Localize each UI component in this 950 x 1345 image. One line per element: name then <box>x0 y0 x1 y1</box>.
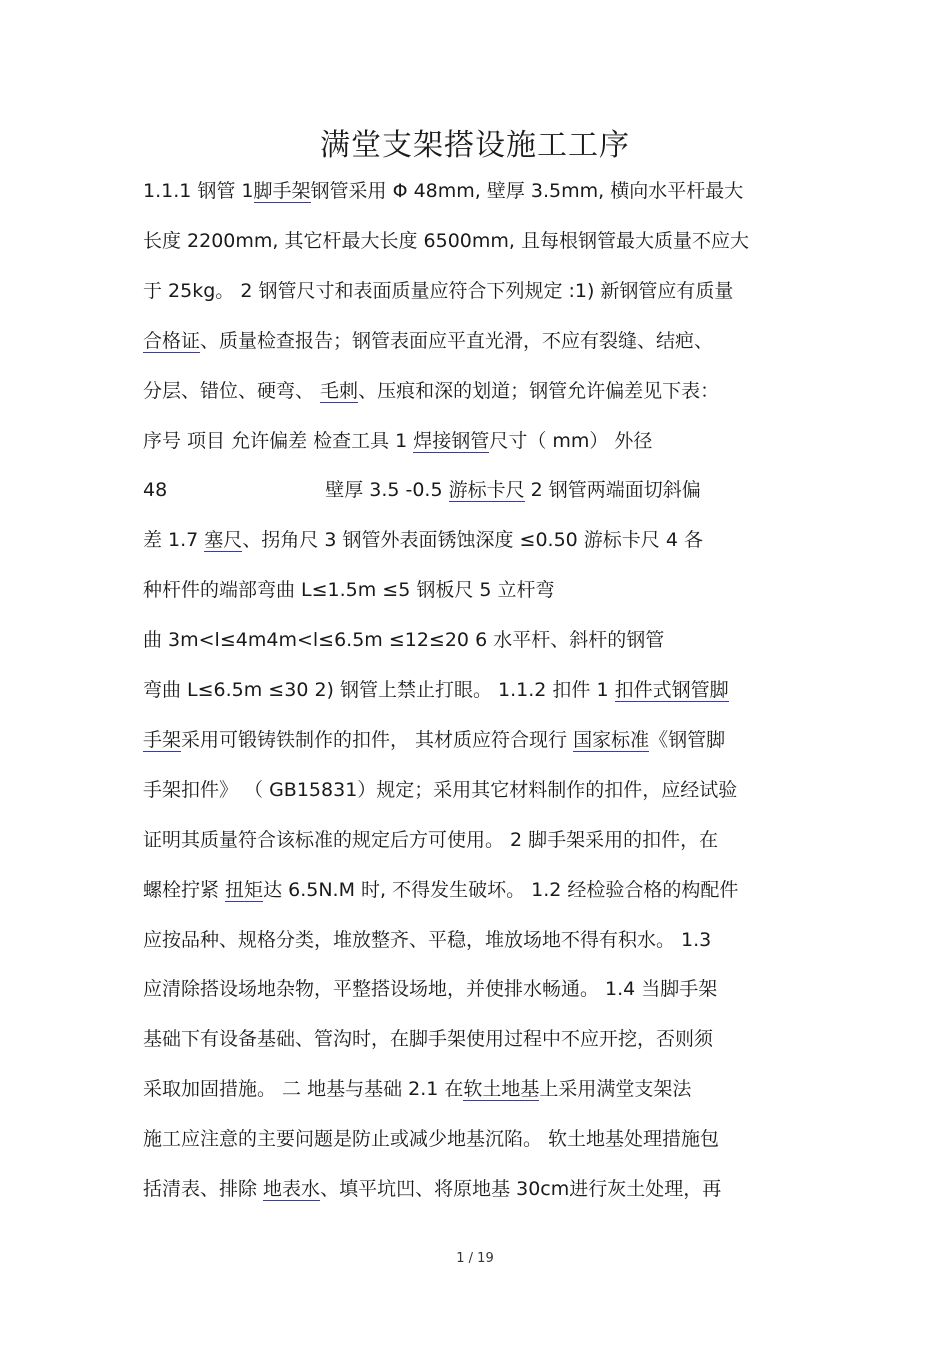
text-run: 2 钢管两端面切斜偏 <box>524 479 701 501</box>
keyword-link[interactable]: 手架 <box>143 729 182 751</box>
text-line <box>143 178 743 204</box>
text-line <box>143 927 711 953</box>
text-line <box>143 777 737 803</box>
text-line <box>143 976 717 1002</box>
text-line <box>143 1176 721 1202</box>
keyword-link[interactable]: 合格证 <box>143 330 201 352</box>
keyword-link[interactable]: 软土地基 <box>463 1078 540 1100</box>
text-run: 采取加固措施。 二 地基与基础 2.1 在 <box>143 1078 464 1100</box>
text-run: 长度 2200mm, 其它杆最大长度 6500mm, 且每根钢管最大质量不应大 <box>143 230 749 252</box>
text-run: 种杆件的端部弯曲 L≤1.5m ≤5 钢板尺 5 立杆弯 <box>143 579 555 601</box>
text-line <box>143 677 729 703</box>
text-run: 上采用满堂支架法 <box>539 1078 692 1100</box>
keyword-link[interactable]: 塞尺 <box>204 529 243 551</box>
page-indicator: 1 / 19 <box>456 1251 494 1266</box>
text-run: 达 6.5N.M 时, 不得发生破坏。 1.2 经检验合格的构配件 <box>263 879 739 901</box>
text-run: 、填平坑凹、将原地基 30cm进行灰土处理，再 <box>320 1178 722 1200</box>
text-run: 曲 3m<l≤4m4m<l≤6.5m ≤12≤20 6 水平杆、斜杆的钢管 <box>143 629 665 651</box>
text-line <box>143 527 703 553</box>
text-line <box>143 1026 713 1052</box>
text-run: 分层、错位、硬弯、 <box>143 380 321 402</box>
keyword-link[interactable]: 脚手架 <box>253 180 311 202</box>
text-run: 尺寸（ mm） 外径 <box>489 430 653 452</box>
text-run: 《钢管脚 <box>649 729 726 751</box>
text-run: 、拐角尺 3 钢管外表面锈蚀深度 ≤0.50 游标卡尺 4 各 <box>242 529 703 551</box>
text-run: 证明其质量符合该标准的规定后方可使用。 2 脚手架采用的扣件，在 <box>143 829 719 851</box>
text-run: 应清除搭设场地杂物，平整搭设场地，并使排水畅通。 1.4 当脚手架 <box>143 978 718 1000</box>
text-line <box>143 577 555 603</box>
keyword-link[interactable]: 地表水 <box>263 1178 321 1200</box>
text-line <box>143 727 725 753</box>
keyword-link[interactable]: 扣件式钢管脚 <box>614 679 729 701</box>
text-line <box>143 428 652 454</box>
text-run: 采用可锻铸铁制作的扣件， 其材质应符合现行 <box>181 729 574 751</box>
text-run: 48 <box>143 479 168 501</box>
text-line <box>143 877 738 903</box>
text-line <box>143 477 701 503</box>
text-line <box>143 827 718 853</box>
text-run: 手架扣件》 （ GB15831）规定；采用其它材料制作的扣件，应经试验 <box>143 779 738 801</box>
text-line <box>143 1076 691 1102</box>
keyword-link[interactable]: 国家标准 <box>573 729 650 751</box>
text-line <box>143 1126 719 1152</box>
text-line <box>143 228 749 254</box>
keyword-link[interactable]: 毛刺 <box>320 380 359 402</box>
text-run: 、质量检查报告；钢管表面应平直光滑，不应有裂缝、结疤、 <box>200 330 714 352</box>
text-run: 1.1.1 钢管 1 <box>143 180 254 202</box>
text-run: 序号 项目 允许偏差 检查工具 1 <box>143 430 414 452</box>
text-run: 、压痕和深的划道；钢管允许偏差见下表： <box>358 380 720 402</box>
text-run: 施工应注意的主要问题是防止或减少地基沉陷。 软土地基处理措施包 <box>143 1128 720 1150</box>
text-run: 弯曲 L≤6.5m ≤30 2) 钢管上禁止打眼。 1.1.2 扣件 1 <box>143 679 615 701</box>
keyword-link[interactable]: 游标卡尺 <box>448 479 525 501</box>
keyword-link[interactable]: 焊接钢管 <box>413 430 490 452</box>
text-line <box>143 278 733 304</box>
text-run: 螺栓拧紧 <box>143 879 226 901</box>
text-run: 壁厚 3.5 -0.5 <box>325 479 449 501</box>
text-run: 钢管采用 Φ 48mm, 壁厚 3.5mm, 横向水平杆最大 <box>310 180 744 202</box>
text-line <box>143 328 713 354</box>
text-run: 应按品种、规格分类，堆放整齐、平稳，堆放场地不得有积水。 1.3 <box>143 929 712 951</box>
text-run: 差 1.7 <box>143 529 205 551</box>
text-line <box>143 627 664 653</box>
text-line <box>143 378 719 404</box>
document-title: 满堂支架搭设施工工序 <box>320 128 630 163</box>
text-run: 于 25kg。 2 钢管尺寸和表面质量应符合下列规定 :1) 新钢管应有质量 <box>143 280 734 302</box>
keyword-link[interactable]: 扭矩 <box>225 879 264 901</box>
text-run: 基础下有设备基础、管沟时，在脚手架使用过程中不应开挖，否则须 <box>143 1028 714 1050</box>
text-run: 括清表、排除 <box>143 1178 264 1200</box>
